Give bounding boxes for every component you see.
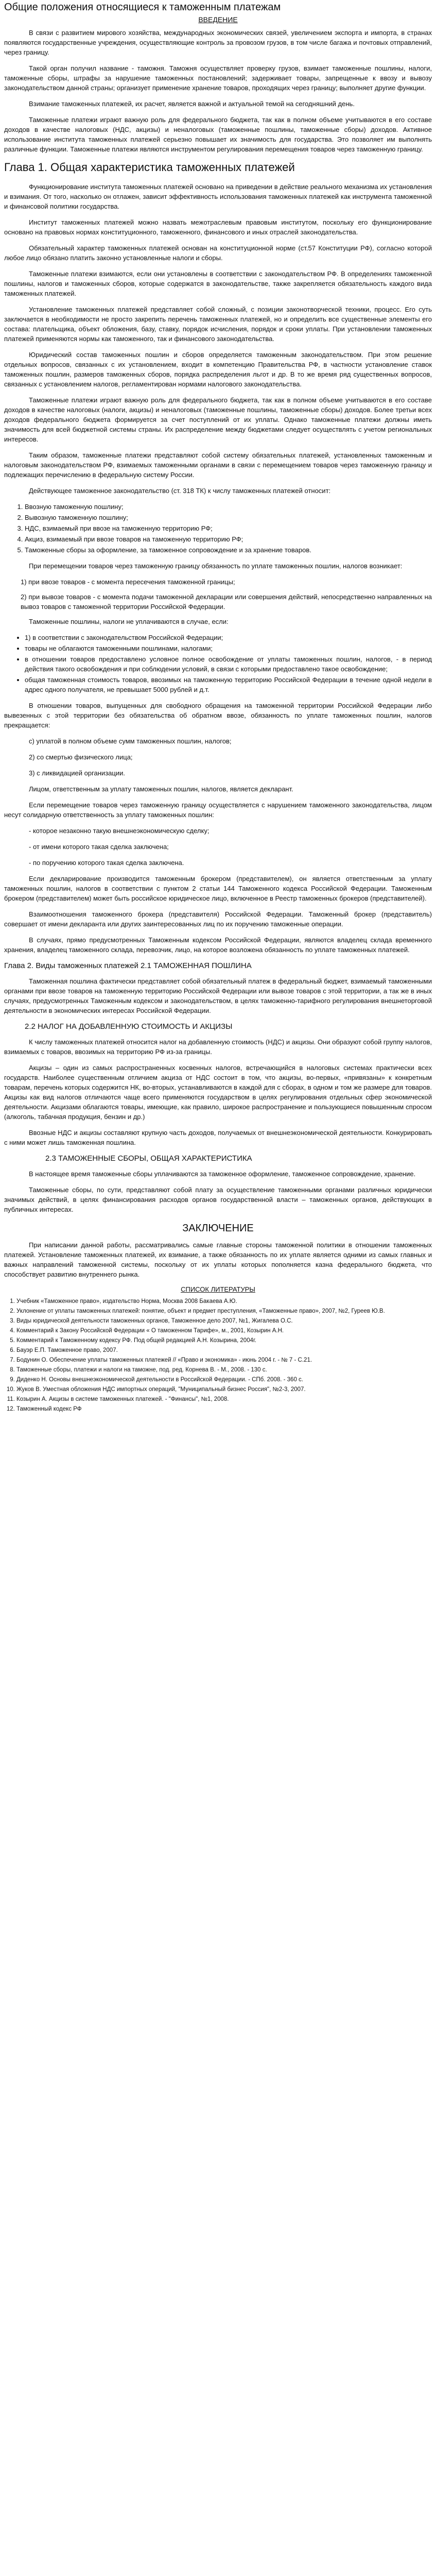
section-2-2-paragraph: Ввозные НДС и акцизы составляют крупную часть доходов, получаемых от внешнеэкономической деятельности. Конкурировать с ними может лишь таможенная пошлина. xyxy=(4,1129,432,1146)
chapter1-paragraph: Действующее таможенное законодательство (ст. 318 ТК) к числу таможенных платежей относит: xyxy=(29,487,331,495)
section-2-1-paragraph: Таможенная пошлина фактически представляет собой обязательный платеж в федеральный бюджет, взимаемый таможенными органами при ввозе товаров на таможенную территорию Российской Федерации или вывозе товаров с этой территории, а так же в иных случаях, предусмотренных Таможенным кодексом и законодательством, в целях таможенно-тарифного регулирования внешнеторговой деятельности в экономических интересах Российской Федерации. xyxy=(4,977,432,1014)
chapter1-paragraph: Лицом, ответственным за уплату таможенных пошлин, налогов, является декларант. xyxy=(29,785,293,793)
reference-item: 1. Учебник «Таможенное право», издательство Норма, Москва 2008 Бакаева А.Ю. xyxy=(16,1297,432,1306)
chapter1-paragraph: - от имени которого такая сделка заключена; xyxy=(29,843,169,851)
chapter1-paragraph: В случаях, прямо предусмотренных Таможенным кодексом Российской Федерации, являются владелец склада временного хранения, владелец таможенного склада, перевозчик, лицо, на которое возложена обязанность по уплате таможенных платежей. xyxy=(4,936,432,954)
exemption-item: • товары не облагаются таможенными пошлинами, налогами; xyxy=(25,643,432,653)
document-title: Общие положения относящиеся к таможенным платежам xyxy=(4,2,281,13)
references-heading: СПИСОК ЛИТЕРАТУРЫ xyxy=(181,1285,255,1293)
reference-item: 6. Бауэр Е.П. Таможенное право, 2007. xyxy=(16,1346,432,1355)
chapter1-paragraph: Если декларирование производится таможенным брокером (представителем), он является ответственным за уплату таможенных пошлин, налогов в соответствии с пунктом 2 статьи 144 Таможенного кодекса Российской Федерации. Таможенным брокером (представителем) может быть российское юридическое лицо, включенное в Реестр таможенных брокеров (представителей). xyxy=(4,875,432,902)
payments-list xyxy=(4,502,432,555)
reference-item: 11. Козырин А. Акцизы в системе таможенных платежей. - "Финансы", №1, 2008. xyxy=(16,1395,432,1404)
chapter1-paragraph: Юридический состав таможенных пошлин и сборов определяется таможенным законодательством. При этом решение отдельных вопросов, связанных с их установлением, входит в компетенцию Правительства РФ, в частности установление ставок таможенных пошлин, размеров таможенных сборов, порядка распределения льгот и др. В то же время ряд существенных вопросов, связанных с установлением налогов, регламентирован нормами налогового законодательства. xyxy=(4,351,432,388)
chapter1-paragraph: Таким образом, таможенные платежи представляют собой систему обязательных платежей, установленных таможенным и налоговым законодательством РФ, взимаемых таможенными органами в связи с перемещением товаров через таможенную границу и подлежащих перечислению в федеральную систему России. xyxy=(4,451,432,479)
section-2-3-paragraphs xyxy=(4,1169,432,1214)
chapter1-paragraphs-d xyxy=(4,701,432,955)
reference-item: 3. Виды юридической деятельности таможенных органов, Таможенное дело 2007, №1, Жигалева О.С. xyxy=(16,1317,432,1326)
chapter1-paragraph-b: При перемещении товаров через таможенную границу обязанность по уплате таможенных пошлин, налогов возникает: xyxy=(29,562,403,570)
chapter1-paragraph: Таможенные платежи играют важную роль для федерального бюджета, так как в полном объеме учитываются в его составе доходов в качестве налоговых (налоги, акцизы) и неналоговых (таможенные пошлины, таможенные сборы) доходов. Более третьи всех доходов федерального бюджета формируется за счет поступлений от их уплаты. Однако таможенные платежи должны иметь значимость для всей бюджетной системы страны. Их распределение между бюджетами следует осуществлять с учетом региональных интересов. xyxy=(4,396,432,443)
chapter1-paragraph: Взаимоотношения таможенного брокера (представителя) Российской Федерации. Таможенный брокер (представитель) совершает от имени декларанта или других заинтересованных лиц по их поручению таможенные операции. xyxy=(4,910,432,928)
chapter1-paragraph: с) уплатой в полном объеме сумм таможенных пошлин, налогов; xyxy=(29,737,232,745)
payment-list-item: 1. Ввозную таможенную пошлину; xyxy=(25,502,432,512)
intro-section xyxy=(4,28,432,154)
chapter1-paragraph: Установление таможенных платежей представляет собой сложный, с позиции законотворческой техники, процесс. Его суть заключается в необходимости не просто закрепить перечень таможенных платежей, но и определить все существенные элементы его состава: плательщика, объект обложения, базу, ставку, порядок исчисления, порядок и сроки уплаты. При установлении таможенных платежей применяются нормы как таможенного, так и финансового законодательства. xyxy=(4,306,432,343)
chapter1-paragraph: Функционирование института таможенных платежей основано на приведении в действие реального механизма их установления и взимания. От того, насколько он отлажен, зависит эффективность использования таможенных платежей как инструмента таможенной и финансовой политики государства. xyxy=(4,183,432,210)
reference-item: 12. Таможенный кодекс РФ xyxy=(16,1405,432,1414)
chapter1-paragraph: Таможенные платежи взимаются, если они установлены в соответствии с законодательством РФ. В определениях таможенной пошлины, налогов и таможенных сборов, которые содержатся в законодательстве, также закрепляется обязательность каждого вида таможенных платежей. xyxy=(4,270,432,297)
chapter1-paragraph: - которое незаконно такую внешнеэкономическую сделку; xyxy=(29,827,210,835)
conclusion-heading: ЗАКЛЮЧЕНИЕ xyxy=(182,1223,254,1234)
section-2-3-heading: 2.3 ТАМОЖЕННЫЕ СБОРЫ, ОБЩАЯ ХАРАКТЕРИСТИКА xyxy=(45,1154,252,1163)
reference-item: 8. Таможенные сборы, платежи и налоги на таможне, под. ред. Корнева В. - М., 2008. - 130 с. xyxy=(16,1366,432,1375)
chapter1-paragraph: Если перемещение товаров через таможенную границу осуществляется с нарушением таможенного законодательства, лицом несут солидарную ответственность за уплату таможенных пошлин: xyxy=(4,801,432,819)
exemption-item: • в отношении товаров предоставлено условное полное освобождение от уплаты таможенных пошлин, налогов, - в период действия такого освобождения и при соблюдении условий, в связи с которыми предоставлено такое освобождение; xyxy=(25,654,432,674)
section-2-2-paragraph: Акцизы – один из самых распространенных косвенных налогов, встречающийся в налоговых системах практически всех государств. Наиболее существенным отличием акциза от НДС состоит в том, что акцизы, во-первых, «привязаны» к конкретным товарам, перечень которых содержится НК, во-вторых, устанавливаются в каждой для с сборах, в одном и том же размере для товаров. Акцизы как вид налогов отличаются чаще всего применяются государством в целях регулирования отдельных сфер экономической деятельности. Акцизами облагаются товары, имеющие, как правило, широкое распространение и пользующиеся повышенным спросом (алкоголь, табачная продукция, бензин и др.) xyxy=(4,1064,432,1121)
occasion-item: 2) при вывозе товаров - с момента подачи таможенной декларации или совершения действий, непосредственно направленных на вывоз товаров с таможенной территории Российской Федерации. xyxy=(21,593,432,611)
payment-list-item: 5. Таможенные сборы за оформление, за таможенное сопровождение и за хранение товаров. xyxy=(25,545,432,555)
exemption-item: • общая таможенная стоимость товаров, ввозимых на таможенную территорию Российской Федерации в течение одной недели в адрес одного получателя, не превышает 5000 рублей и д.т. xyxy=(25,675,432,694)
chapter1-occasions xyxy=(4,577,432,612)
chapter1-paragraph: В отношении товаров, выпущенных для свободного обращения на таможенной территории Российской Федерации либо вывезенных с этой территории без обязательства об обратном ввозе, обязанность по уплате таможенных пошлин, налогов прекращается: xyxy=(4,702,432,729)
reference-item: 2. Уклонение от уплаты таможенных платежей: понятие, объект и предмет преступления, «Таможенные право», 2007, №2, Гуреев Ю.В. xyxy=(16,1307,432,1316)
occasion-item: 1) при ввозе товаров - с момента пересечения таможенной границы; xyxy=(21,578,235,586)
section-2-3-paragraph: Таможенные сборы, по сути, представляют собой плату за осуществление таможенными органами различных юридически значимых действий, в целях финансирования расходов органов государственной власти – таможенных органов, действующих в публичных интересах. xyxy=(4,1186,432,1213)
intro-paragraph: Такой орган получил название - таможня. Таможня осуществляет проверку грузов, взимает таможенные пошлины, налоги, таможенные сборы, штрафы за нарушение таможенных постановлений; задерживает товары, запрещенные к ввозу и вывозу законодательством данной страны; организует применение хранение товаров, проходящих через границу; выполняет другие функции. xyxy=(4,64,432,92)
chapter1-paragraph: Институт таможенных платежей можно назвать межотраслевым правовым институтом, поскольку его функционирование основано на правовых нормах конституционного, таможенного, финансового и иных отраслей законодательства. xyxy=(4,218,432,236)
reference-item: 4. Комментарий к Закону Российской Федерации « О таможенном Тарифе», м., 2001, Козырин А.Н. xyxy=(16,1327,432,1335)
section-2-1-heading: Глава 2. Виды таможенных платежей 2.1 ТАМОЖЕННАЯ ПОШЛИНА xyxy=(4,961,252,970)
chapter1-paragraph: - по поручению которого такая сделка заключена. xyxy=(29,859,184,867)
exemptions-list xyxy=(4,633,432,694)
references-list xyxy=(4,1297,432,1414)
intro-paragraph: Таможенные платежи играют важную роль для федерального бюджета, так как в полном объеме учитываются в его составе доходов в качестве налоговых (НДС, акцизы) и неналоговых (таможенные пошлины, таможенные сборы) доходов. Активное использование института таможенных платежей серьезно повышает их значимость для государства. Это позволяет им выполнять различные функции. Таможенные платежи являются инструментом регулирования перемещения товаров через таможенную границу. xyxy=(4,116,432,153)
intro-heading: ВВЕДЕНИЕ xyxy=(198,15,238,24)
chapter1-paragraphs-a xyxy=(4,182,432,496)
reference-item: 7. Бодунин О. Обеспечение уплаты таможенных платежей // «Право и экономика» - июнь 2004 г. - № 7 - С.21. xyxy=(16,1356,432,1365)
chapter1-paragraph-c: Таможенные пошлины, налоги не уплачиваются в случае, если: xyxy=(29,618,229,625)
section-2-2-heading: 2.2 НАЛОГ НА ДОБАВЛЕННУЮ СТОИМОСТЬ И АКЦИЗЫ xyxy=(25,1022,233,1031)
conclusion-paragraphs xyxy=(4,1240,432,1279)
payment-list-item: 2. Вывозную таможенную пошлину; xyxy=(25,513,432,522)
chapter1-paragraph: Обязательный характер таможенных платежей основан на конституционной норме (ст.57 Конституции РФ), согласно которой любое лицо обязано платить законно установленные налоги и сборы. xyxy=(4,244,432,262)
intro-paragraph: В связи с развитием мирового хозяйства, международных экономических связей, увеличением экспорта и импорта, в странах появляются государственные учреждения, осуществляющие контроль за провозом грузов, в том числе багажа и почтовых отправлений, через границу. xyxy=(4,29,432,56)
payment-list-item: 4. Акциз, взимаемый при ввозе товаров на таможенную территорию РФ; xyxy=(25,534,432,544)
intro-paragraph: Взимание таможенных платежей, их расчет, является важной и актуальной темой на сегодняшний день. xyxy=(29,100,355,108)
chapter1-paragraph: 3) с ликвидацией организации. xyxy=(29,769,125,777)
conclusion-paragraph: При написании данной работы, рассматривались самые главные стороны таможенной политики в отношении таможенных платежей. Установление таможенных платежей, их взимание, а также обязанность по их уплате является одними из самых главных и важных направлений таможенной системы, поскольку от их уплаты которых пополняется казна федерального бюджета, что способствует развитию внутреннего рынка. xyxy=(4,1241,432,1278)
section-2-3-paragraph: В настоящее время таможенные сборы уплачиваются за таможенное оформление, таможенное сопровождение, хранение. xyxy=(29,1170,416,1178)
reference-item: 10. Жуков В. Уместная обложения НДС импортных операций, "Муниципальный бизнес Россия", №2-3, 2007. xyxy=(16,1385,432,1394)
section-2-2-paragraphs xyxy=(4,1037,432,1147)
payment-list-item: 3. НДС, взимаемый при ввозе на таможенную территорию РФ; xyxy=(25,523,432,533)
section-2-1-paragraphs xyxy=(4,976,432,1015)
chapter1-paragraph: 2) со смертью физического лица; xyxy=(29,753,133,761)
reference-item: 5. Комментарий к Таможенному кодексу РФ. Под общей редакцией А.Н. Козырина, 2004г. xyxy=(16,1336,432,1345)
section-2-2-paragraph: К числу таможенных платежей относится налог на добавленную стоимость (НДС) и акцизы. Они образуют собой группу налогов, взимаемых с товаров, ввозимых на территорию РФ из-за границы. xyxy=(4,1038,432,1056)
chapter1-title: Глава 1. Общая характеристика таможенных платежей xyxy=(4,161,295,174)
exemption-item: • 1) в соответствии с законодательством Российской Федерации; xyxy=(25,633,432,642)
reference-item: 9. Диденко Н. Основы внешнеэкономической деятельности в Российской Федерации. - СПб. 2008. - 360 с. xyxy=(16,1376,432,1384)
